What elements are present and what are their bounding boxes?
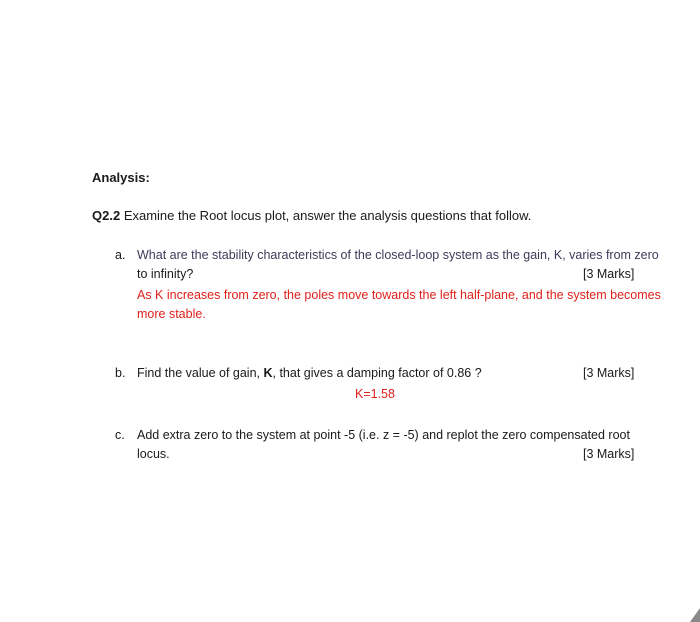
item-a-line1-text: What are the stability characteristics of the closed-loop system as the gain, K, varies from zero: [137, 248, 659, 262]
item-a-answer-line1: As K increases from zero, the poles move towards the left half-plane, and the system becomes: [137, 288, 661, 302]
item-a-line2: to infinity?: [137, 267, 194, 281]
item-a-line1: [137, 248, 659, 262]
analysis-heading: Analysis:: [92, 170, 150, 185]
item-b-text-post: , that gives a damping factor of 0.86 ?: [272, 366, 482, 380]
item-c-marks: [3 Marks]: [583, 447, 635, 461]
question-line: [92, 208, 531, 223]
item-b-text-bold: K: [263, 366, 273, 380]
item-b-line1: [137, 366, 482, 380]
item-c-line1: Add extra zero to the system at point -5 (i.e. z = -5) and replot the zero compensated root: [137, 428, 630, 442]
item-b-letter: b.: [115, 366, 126, 380]
item-a-marks: [3 Marks]: [583, 267, 635, 281]
question-number: Q2.2: [92, 208, 121, 223]
item-a-letter: a.: [115, 248, 126, 262]
item-b-marks: [3 Marks]: [583, 366, 635, 380]
item-c-letter: c.: [115, 428, 125, 442]
item-b-answer: K=1.58: [355, 387, 395, 401]
question-text: Examine the Root locus plot, answer the analysis questions that follow.: [123, 208, 532, 223]
item-a-answer-line2: more stable.: [137, 307, 206, 321]
page-corner-shadow: [690, 608, 700, 622]
item-c-line2: locus.: [137, 447, 170, 461]
item-b-text-pre: Find the value of gain,: [137, 366, 264, 380]
